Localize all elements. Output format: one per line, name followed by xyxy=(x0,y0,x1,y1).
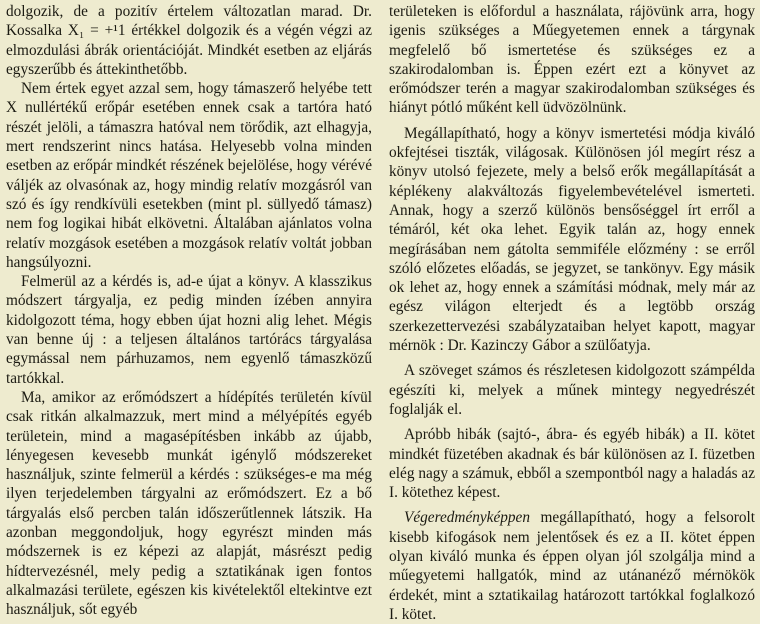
paragraph-text: megállapítható, hogy a felsorolt kisebb kifogások nem jelentősek és ez a II. kötet éppen olyan kiváló munka és éppen olyan jól szolgálja mind a műegyetemi hallgatók, mind az utánanéző mérnökök érdekét, mint a sztatikailag határozott tartókkal foglalkozó I. kötet. xyxy=(389,509,755,623)
paragraph: A szöveget számos és részletesen kidolgozott számpélda egészíti ki, melyek a műnek mintegy negyedrészét foglalják el. xyxy=(389,362,755,418)
paragraph xyxy=(389,508,755,624)
paragraph: Megállapítható, hogy a könyv ismertetési módja kiváló okfejtései tiszták, világosak. Különösen jól megírt rész a könyv utolsó fejezete, mely a belső erők megállapítását a képlékeny alakváltozás figyelembevételével ismerteti. Annak, hogy a szerző különös bensőséggel írt erről a témáról, két oka lehet. Egyik talán az, hogy ennek megírásában nem gátolta semmiféle előzmény : se erről szóló előzetes előadás, se jegyzet, se tankönyv. Egy másik ok lehet az, hogy ennek a számítási módnak, mely már az egész világon elterjedt és a legtöbb ország szerkezettervezési szabályzataiban helyet kapott, magyar mérnök : Dr. Kazinczy Gábor a szülőatyja. xyxy=(389,124,755,355)
paragraph: Felmerül az a kérdés is, ad-e újat a könyv. A klasszikus módszert tárgyalja, ez pedig minden ízében annyira kidolgozott téma, hogy ebben újat hozni alig lehet. Mégis van benne új : a teljesen általános tartórács tárgyalása egymással nem párhuzamos, nem egyenlő támaszközű tartókkal. xyxy=(6,273,372,387)
paragraph: területeken is előfordul a használata, rájövünk arra, hogy igenis szükséges a Műegyetemen ennek a tárgynak megfelelő bő ismertetése és szükséges ez a szakirodalomban is. Éppen ezért ezt a könyvet az erőmódszer terén a magyar szakirodalomban szükséges és hiányt pótló műként kell üdvözölnünk. xyxy=(389,3,755,117)
paragraph: Apróbb hibák (sajtó-, ábra- és egyéb hibák) a II. kötet mindkét füzetében akadnak és bár különösen az I. füzetben elég nagy a számuk, ebből a szempontból nagy a haladás az I. kötethez képest. xyxy=(389,426,755,502)
paragraph: Ma, amikor az erőmódszert a hídépítés területén kívül csak ritkán alkalmazzuk, mert mind a mélyépítés egyéb területein, mind a magasépítésben inkább az újabb, lényegesen kevesebb munkát igénylő módszereket használjuk, szinte felmerül a kérdés : szükséges-e ma még ilyen terjedelemben tárgyalni az erőmódszert. Ez a bő tárgyalás első percben talán időszerűtlennek látszik. Ha azonban meggondoljuk, hogy egyrészt minden más módszernek is ez képezi az alapját, másrészt pedig hídtervezésnél, mely pedig a sztatikának igen fontos alkalmazási területe, egészen kis kivételektől eltekintve ezt használjuk, sőt egyéb xyxy=(6,388,372,619)
right-text-column xyxy=(389,2,755,624)
paragraph: dolgozik, de a pozitív értelem változatlan marad. Dr. Kossalka X₁ = +¹1 értékkel dolgozik és a végén végzi az elmozdulási ábrák orientációját. Mindkét esetben az eljárás egyszerűbb és áttekinthetőbb. xyxy=(6,3,372,78)
paragraph: Nem értek egyet azzal sem, hogy támaszerő helyébe tett X nullértékű erőpár esetében ennek csak a tartóra ható részét jelöli, a támaszra hatóval nem törődik, azt elhagyja, mert rendszerint nincs hatása. Helyesebb volna minden esetben az erőpár mindkét részének bejelölése, hogy vérévé váljék az olvasónak az, hogy mindig relatív mozgásról van szó és így rendkívüli esetekben (mint pl. süllyedő támasz) nem fog logikai hibát elkövetni. Általában ajánlatos volna relatív mozgások esetében a mozgások relatív voltát jobban hangsúlyozni. xyxy=(6,80,372,271)
italic-lead-word: Végeredményképpen xyxy=(404,509,530,527)
left-text-column xyxy=(6,2,372,620)
